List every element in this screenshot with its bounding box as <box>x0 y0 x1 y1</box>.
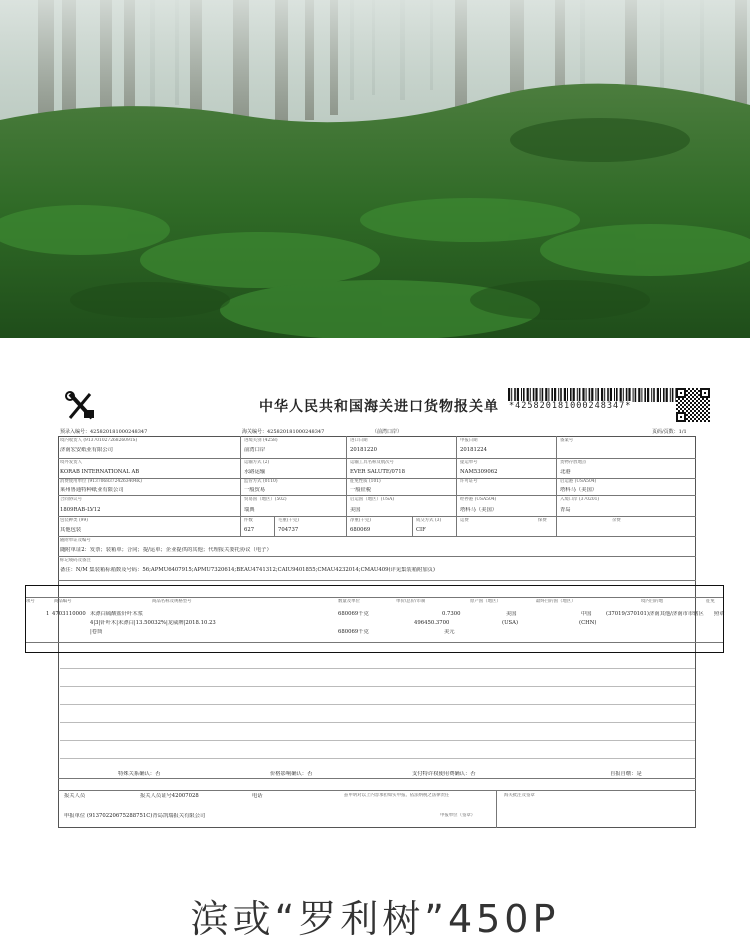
tax-nature: 一般征税 <box>350 487 372 493</box>
commodity-code: 4703110000 <box>52 611 86 617</box>
phone-label: 电话 <box>252 793 263 799</box>
consignee: 济南宏安纸业有限公司 <box>60 447 113 453</box>
domestic-destination: (37019/370101)济南其他/济南市市辖区 <box>606 611 704 617</box>
attached-docs: 随附单证2：发票；装箱单；合同；提/运单；企业提供的其他；代理报关委托协议（电子） <box>60 547 272 553</box>
contract-number: 1809RAB-LV12 <box>60 507 101 513</box>
declarant-id: 报关人员证号42007028 <box>140 793 199 799</box>
supervision-mode: 一般贸易 <box>244 487 266 493</box>
customs-note: 海关批注及签章 <box>504 793 535 798</box>
declare-date: 20181224 <box>460 447 487 453</box>
vessel: EVER SALUTE/0718 <box>350 469 406 475</box>
origin-country: 美国 <box>350 507 361 513</box>
consumer: 莱州鲁通特种纸业有限公司 <box>60 487 124 493</box>
marks-remarks: 备注：N/M 集装箱标箱数及号码：56;APMU6407915;APMU7320614;BEAU4741312;CAIU9401855;CMAU4232014;CMAU409(详见集装箱附加页) <box>60 567 435 573</box>
exemption: 照章 <box>714 611 725 617</box>
origin-code: (USA) <box>502 620 519 626</box>
agent-seal: 申报单位（签章） <box>440 813 476 818</box>
legal-statement: 兹申明对以上内容承担如实申报、依法纳税之法律责任 <box>344 793 450 798</box>
forest-photo <box>0 0 750 338</box>
quantity-2: 680069千克 <box>338 629 369 635</box>
via-port: 塔科马（美国） <box>460 507 498 513</box>
shipper: KORAB INTERNATIONAL AB <box>60 469 140 475</box>
total-price: 496450.3700 <box>414 620 450 626</box>
customs-declaration-form: 中华人民共和国海关进口货物报关单 *425820181000248347* 预录入编号：425820181000248347 海关编号：425820181000248347 （前湾口岸） 页码/页数：1/1 境内收货人 (91370102726826091S) 济南宏安纸业有限公司 进境关别 (4258) 前湾口岸 进口日期 20181220 申报日期 20181224 备案号 境外发货人 KORAB INTERNATIONAL AB 运输方式 (2) 水路运输 运输工具名称及航次号 EVER SALUTE/0718 提运单号 NAM5309062 货物存放地点 北港 消费使用单位 (91370683724263404K) 莱州鲁通特种纸业有限公司 监管方式 (0110) 一般贸易 征免性质 (101) 一般征税 许可证号 启运港 (USA504) 塔科马（美国） 合同协议号 1809RAB-LV12 贸易国（地区）(502) 瑞典 启运国（地区）(USA) 美国 经停港 (USA504) 塔科马（美国） 入境口岸 (370201) 青岛 包装种类 (99) 其他包装 件数 627 毛重(千克) 704737 净重(千克) 680069 成交方式 (3) CIF 运费 保费 杂费 随附单证及编号 随附单证2：发票；装箱单；合同；提/运单；企业提供的其他；代理报关委托协议（电子） 标记唛码及备注 备注：N/M 集装箱标箱数及号码：56;APMU6407915;APMU7320614;BEAU4741312;CAIU9401855;CMAU4232014;CMAU409(详见集装箱附加页) 项号 商品编号 商品名称及规格型号 数量及单位 单价/总价/币制 原产国（地区） 最终目的国（地区） 境内目的地 征免 1 4703110000 未漂白硫酸盐针叶木浆 4|3|针叶木|未漂白|13.50032%|龙威牌|2018.10.23 |卷筒 680069千克 680069千克 0.7300 496450.3700 美元 美国 (USA) 中国 (CHN) (37019/370101)济南其他/济南市市辖区 照章 特殊关系确认：否 价格影响确认：否 支付特许权使用费确认：否 自报自缴：是 报关人员 报关人员证号42007028 电话 兹申明对以上内容承担如实申报、依法纳税之法律责任 海关批注及签章 申报单位 (91370220675288751C)青岛凯瑞报关有限公司 申报单位（签章） <box>56 382 698 829</box>
customs-number: 海关编号：425820181000248347 <box>242 429 325 435</box>
commodity-spec: 4|3|针叶木|未漂白|13.50032%|龙威牌|2018.10.23 <box>90 620 216 626</box>
trade-country: 瑞典 <box>244 507 255 513</box>
gross-weight: 704737 <box>278 527 299 533</box>
destination: 中国 <box>581 611 592 617</box>
transport-mode: 水路运输 <box>244 469 266 475</box>
net-weight: 680069 <box>350 527 371 533</box>
unit-price: 0.7300 <box>442 611 461 617</box>
currency: 美元 <box>444 629 455 635</box>
pieces: 627 <box>244 527 255 533</box>
qr-code-icon <box>676 388 710 422</box>
commodity-name: 未漂白硫酸盐针叶木浆 <box>90 611 143 617</box>
entry-office: 前湾口岸 <box>244 447 266 453</box>
page-count: 页码/页数：1/1 <box>652 429 687 435</box>
special-relation: 特殊关系确认：否 <box>118 771 161 777</box>
item-number: 1 <box>46 611 50 617</box>
port-name: （前湾口岸） <box>372 429 403 435</box>
barcode-number: *425820181000248347* <box>509 401 632 411</box>
depart-port: 塔科马（美国） <box>560 487 598 493</box>
royalty: 支付特许权使用费确认：否 <box>412 771 476 777</box>
deal-mode: CIF <box>416 527 426 533</box>
commodity-spec-2: |卷筒 <box>90 629 103 635</box>
package-type: 其他包装 <box>60 527 82 533</box>
self-report: 自报自缴：是 <box>610 771 642 777</box>
price-effect: 价格影响确认：否 <box>270 771 313 777</box>
declarant-label: 报关人员 <box>64 793 86 799</box>
pre-entry-number: 预录入编号：425820181000248347 <box>60 429 148 435</box>
declaring-agent: 申报单位 (91370220675288751C)青岛凯瑞报关有限公司 <box>64 813 206 819</box>
bill-number: NAM5309062 <box>460 469 498 475</box>
quantity-1: 680069千克 <box>338 611 369 617</box>
destination-code: (CHN) <box>579 620 597 626</box>
origin: 美国 <box>506 611 517 617</box>
entry-port: 青岛 <box>560 507 571 513</box>
form-title: 中华人民共和国海关进口货物报关单 <box>259 399 499 415</box>
import-date: 20181220 <box>350 447 377 453</box>
product-caption: 滨或“罗利树”450P <box>190 897 560 941</box>
storage-place: 北港 <box>560 469 571 475</box>
customs-emblem-icon <box>62 388 98 424</box>
